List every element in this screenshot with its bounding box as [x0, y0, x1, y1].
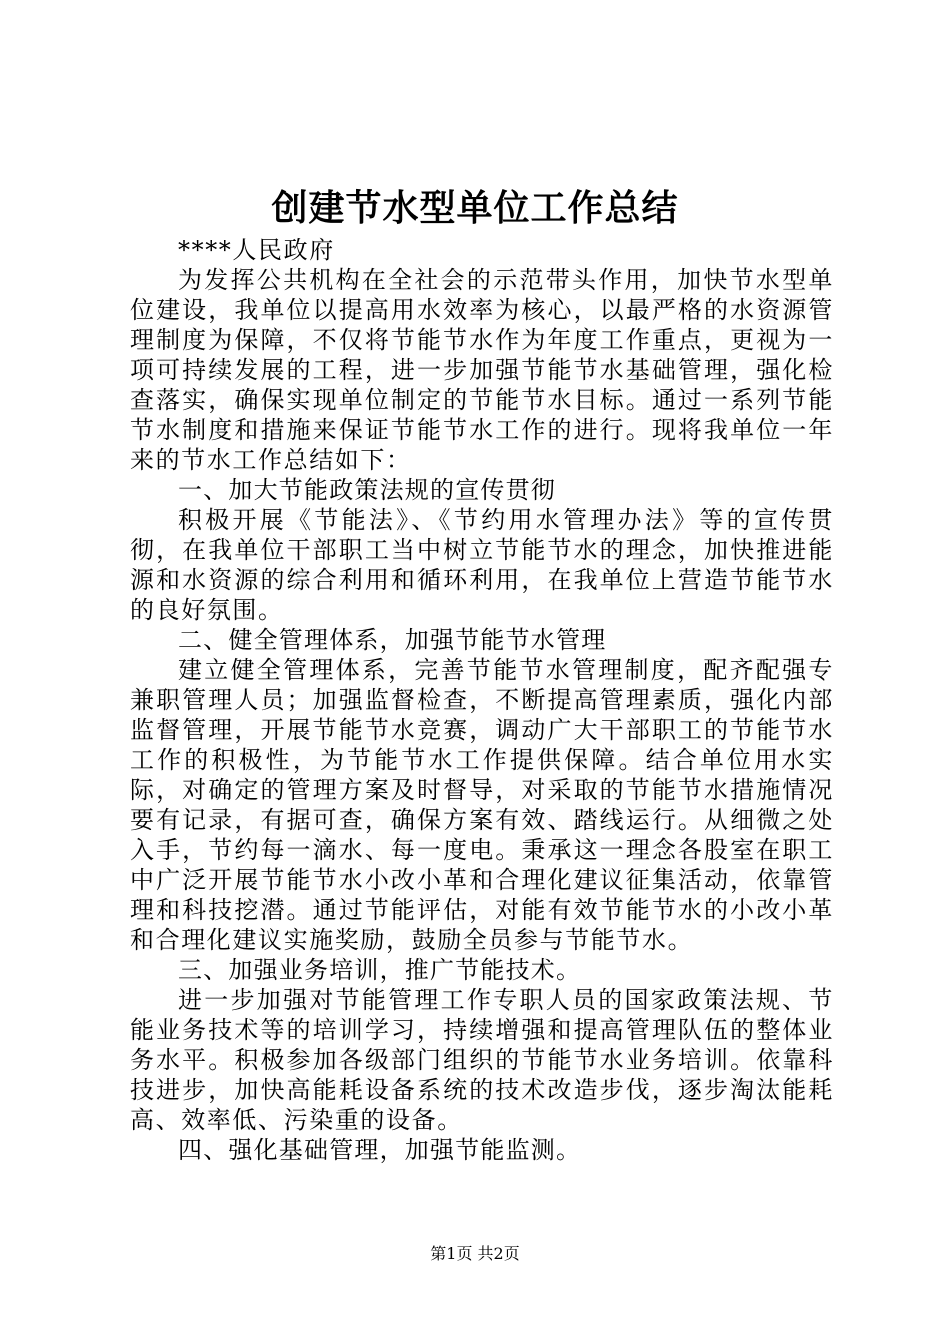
document-body [130, 235, 834, 1165]
section-heading: 三、加强业务培训，推广节能技术。 [178, 956, 582, 984]
body-paragraph: 进一步加强对节能管理工作专职人员的国家政策法规、节能业务技术等的培训学习，持续增强和提高管理队伍的整体业务水平。积极参加各级部门组织的节能节水业务培训。依靠科技进步，加快高能耗设备系统的技术改造步伐，逐步淘汰能耗高、效率低、污染重的设备。 [130, 986, 834, 1134]
author-line: ****人民政府 [178, 236, 335, 264]
body-paragraph: 建立健全管理体系，完善节能节水管理制度，配齐配强专兼职管理人员；加强监督检查，不断提高管理素质，强化内部监督管理，开展节能节水竞赛，调动广大干部职工的节能节水工作的积极性，为节能节水工作提供保障。结合单位用水实际，对确定的管理方案及时督导，对采取的节能节水措施情况要有记录，有据可查，确保方案有效、踏线运行。从细微之处入手，节约每一滴水、每一度电。秉承这一理念各股室在职工中广泛开展节能节水小改小革和合理化建议征集活动，依靠管理和科技挖潜。通过节能评估，对能有效节能节水的小改小革和合理化建议实施奖励，鼓励全员参与节能节水。 [130, 656, 834, 954]
section-heading: 二、健全管理体系，加强节能节水管理 [178, 626, 607, 654]
section-heading: 一、加大节能政策法规的宣传贯彻 [178, 476, 556, 504]
body-paragraph: 为发挥公共机构在全社会的示范带头作用，加快节水型单位建设，我单位以提高用水效率为核心，以最严格的水资源管理制度为保障，不仅将节能节水作为年度工作重点，更视为一项可持续发展的工程，进一步加强节能节水基础管理，强化检查落实，确保实现单位制定的节能节水目标。通过一系列节能节水制度和措施来保证节能节水工作的进行。现将我单位一年来的节水工作总结如下： [130, 266, 834, 474]
body-paragraph: 积极开展《节能法》、《节约用水管理办法》等的宣传贯彻，在我单位干部职工当中树立节能节水的理念，加快推进能源和水资源的综合利用和循环利用，在我单位上营造节能节水的良好氛围。 [130, 506, 834, 624]
document-title: 创建节水型单位工作总结 [271, 187, 679, 229]
section-heading: 四、强化基础管理，加强节能监测。 [178, 1136, 582, 1164]
page-footer: 第1页 共2页 [430, 1244, 520, 1263]
